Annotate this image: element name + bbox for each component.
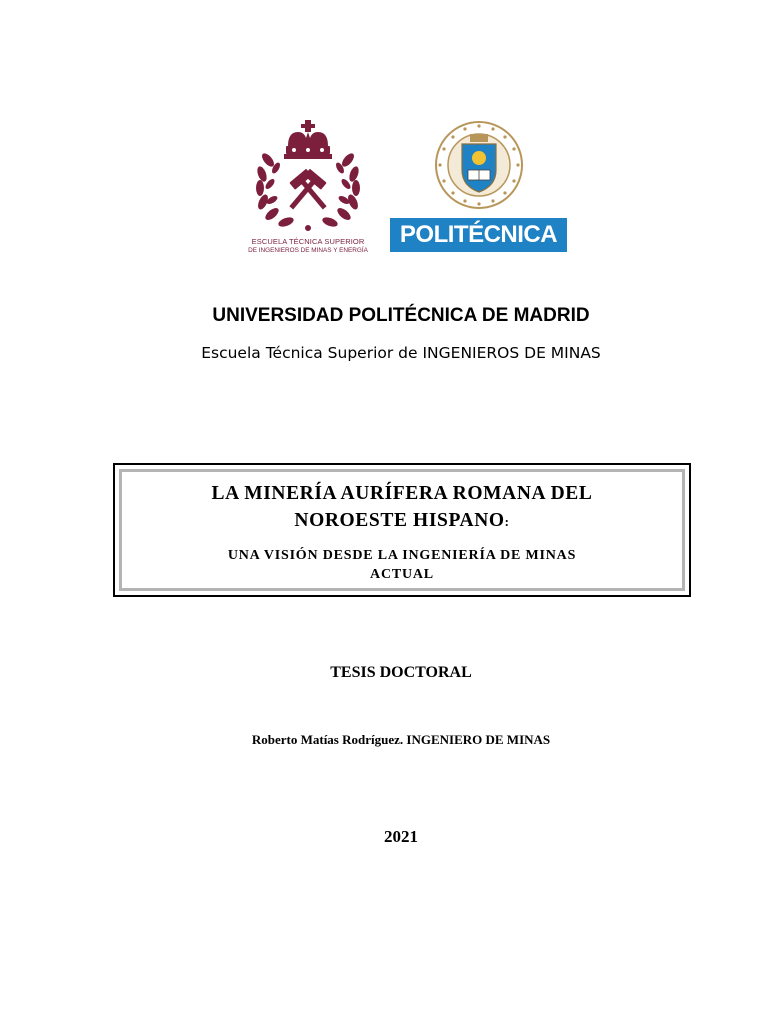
etsim-logo-line1: ESCUELA TÉCNICA SUPERIOR [251, 237, 365, 246]
thesis-title-line1: LA MINERÍA AURÍFERA ROMANA DEL [211, 483, 593, 504]
university-name: UNIVERSIDAD POLITÉCNICA DE MADRID [212, 305, 590, 326]
thesis-title-colon: : [504, 514, 510, 529]
thesis-title-box [113, 463, 691, 597]
thesis-title-line2: NOROESTE HISPANO [294, 510, 505, 531]
thesis-subtitle [122, 546, 682, 584]
thesis-subtitle-line1: UNA VISIÓN DESDE LA INGENIERÍA DE MINAS [227, 548, 577, 563]
upm-seal [434, 120, 524, 210]
etsim-emblem-icon [232, 118, 384, 236]
school-name: Escuela Técnica Superior de INGENIEROS DE MINAS [201, 344, 601, 362]
upm-banner: POLITÉCNICA [390, 218, 567, 252]
thesis-subtitle-line2: ACTUAL [370, 567, 434, 582]
etsim-logo [232, 118, 384, 258]
etsim-logo-line2: DE INGENIEROS DE MINAS Y ENERGÍA [248, 247, 368, 254]
thesis-title-inner-frame [119, 469, 685, 591]
document-type: TESIS DOCTORAL [330, 664, 472, 681]
logos-area [0, 0, 768, 270]
author-line: Roberto Matías Rodríguez. INGENIERO DE MINAS [251, 732, 551, 747]
upm-seal-icon [434, 120, 524, 210]
year: 2021 [384, 827, 418, 846]
thesis-title [122, 480, 682, 535]
